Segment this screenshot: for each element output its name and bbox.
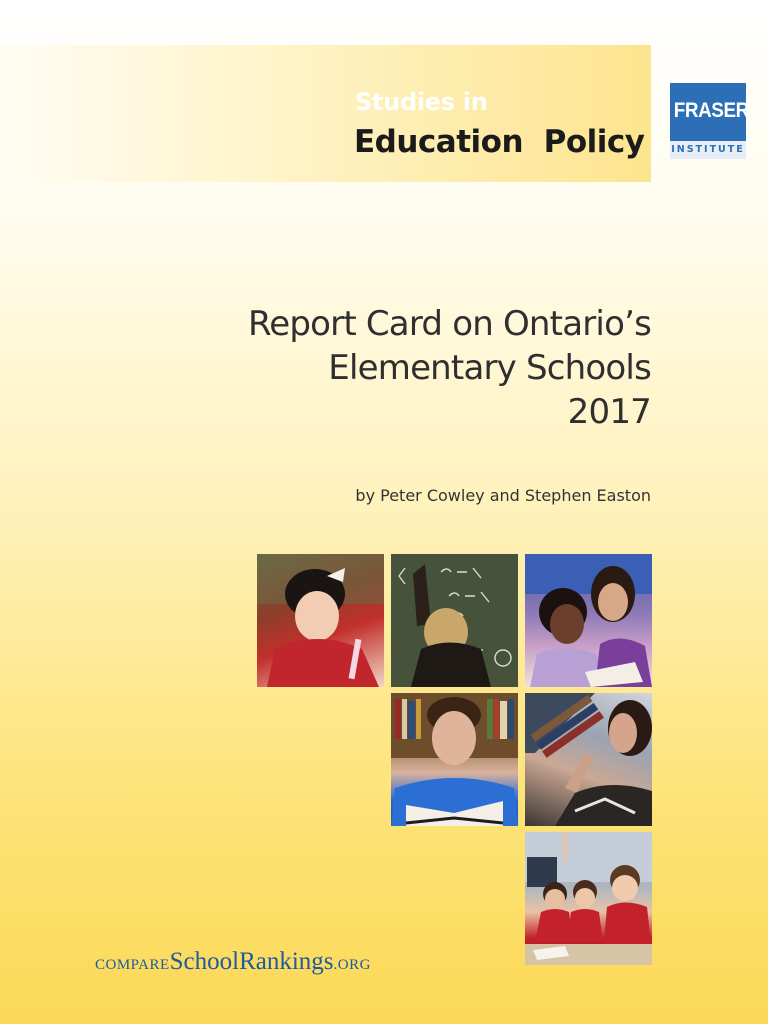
fraser-institute-logo xyxy=(670,83,749,159)
website-url[interactable] xyxy=(95,948,371,976)
report-title-line-2: Elementary Schools xyxy=(328,348,651,388)
series-banner xyxy=(0,45,651,182)
report-title-line-1: Report Card on Ontario’s xyxy=(247,304,651,344)
authors-byline: by Peter Cowley and Stephen Easton xyxy=(355,486,651,505)
report-title xyxy=(248,302,651,434)
students-reading-together-photo xyxy=(525,554,652,687)
series-kicker: Studies in xyxy=(355,88,488,116)
website-suffix: .ORG xyxy=(333,957,371,973)
series-title: Education Policy xyxy=(354,124,645,160)
website-prefix: COMPARE xyxy=(95,957,170,973)
student-library-books-photo xyxy=(525,693,652,826)
girl-writing-photo xyxy=(257,554,384,687)
student-reading-book-photo xyxy=(391,693,518,826)
website-main: SchoolRankings xyxy=(169,948,334,975)
logo-subtitle: INSTITUTE xyxy=(670,141,746,159)
report-title-line-3: 2017 xyxy=(567,392,651,432)
teacher-at-chalkboard-photo xyxy=(391,554,518,687)
logo-name: FRASER xyxy=(673,99,749,122)
students-raising-hands-photo xyxy=(525,832,652,965)
